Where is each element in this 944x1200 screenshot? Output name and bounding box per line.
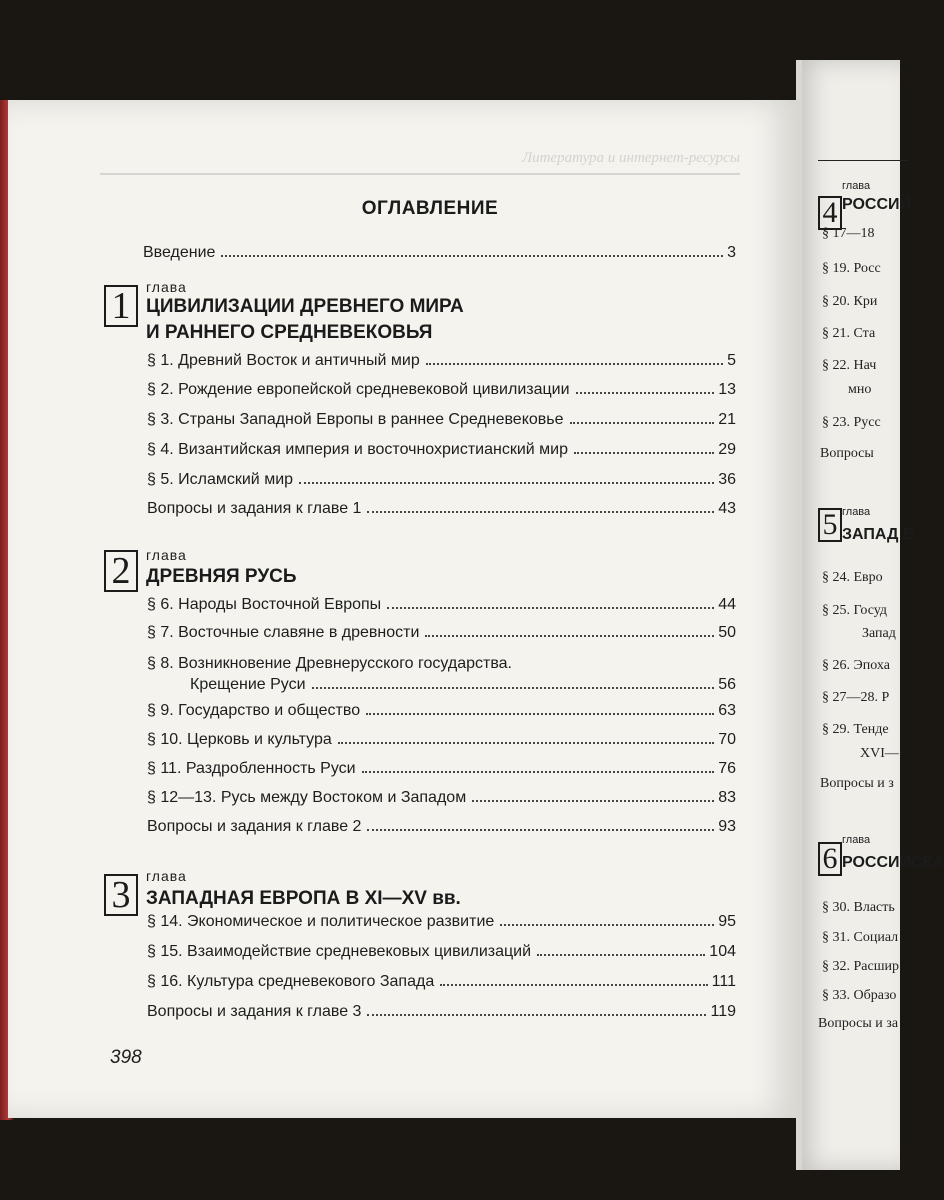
entry-label: Вопросы и задания к главе 3	[147, 1003, 362, 1020]
toc-entry[interactable]	[147, 973, 736, 995]
toc-entry[interactable]	[147, 760, 736, 782]
toc-entry-continuation[interactable]	[190, 676, 736, 698]
leader-dots	[299, 482, 714, 484]
chapter-title-line-2: И РАННЕГО СРЕДНЕВЕКОВЬЯ	[146, 322, 433, 343]
toc-entry[interactable]	[147, 500, 736, 522]
entry-label: § 11. Раздробленность Руси	[147, 760, 356, 777]
chapter-title-line-1: ЗАПАДНАЯ ЕВРОПА В XI—XV вв.	[146, 888, 461, 909]
toc-entry[interactable]: § 33. Образо	[822, 988, 897, 1003]
entry-page: 43	[718, 500, 736, 517]
entry-page: 119	[710, 1003, 736, 1020]
toc-entry-continuation[interactable]: мно	[848, 382, 872, 397]
toc-entry[interactable]: § 30. Власть	[822, 900, 895, 915]
leader-dots	[312, 687, 715, 689]
chapter-number-box: 5	[818, 508, 842, 542]
entry-page: 3	[727, 244, 736, 261]
chapter-word: глава	[146, 279, 187, 295]
leader-dots	[500, 924, 714, 926]
leader-dots	[367, 511, 714, 513]
entry-label: § 1. Древний Восток и античный мир	[147, 352, 420, 369]
toc-entry[interactable]	[147, 943, 736, 965]
entry-label: § 6. Народы Восточной Европы	[147, 596, 382, 613]
entry-page: 29	[718, 441, 736, 458]
toc-entry-label-line[interactable]: § 8. Возникновение Древнерусского государства.	[147, 655, 512, 672]
entry-page: 70	[718, 731, 736, 748]
chapter-word: глава	[842, 506, 871, 518]
chapter-title-line-1: ДРЕВНЯЯ РУСЬ	[146, 566, 297, 587]
toc-title: ОГЛАВЛЕНИЕ	[361, 198, 499, 219]
toc-entry-continuation[interactable]: XVI—	[860, 746, 899, 761]
rule-line	[818, 160, 908, 161]
entry-page: 111	[711, 973, 736, 990]
entry-page: 5	[727, 352, 736, 369]
entry-label: § 16. Культура средневекового Запада	[147, 973, 435, 990]
entry-label: Вопросы и задания к главе 2	[147, 818, 362, 835]
toc-entry[interactable]: § 29. Тенде	[822, 722, 889, 737]
chapter-title: РОССИЙ	[842, 196, 912, 213]
toc-entry[interactable]	[147, 471, 736, 493]
leader-dots	[426, 363, 723, 365]
entry-page: 83	[718, 789, 736, 806]
toc-entry[interactable]	[147, 913, 736, 935]
entry-page: 95	[718, 913, 736, 930]
page-number: 398	[110, 1047, 142, 1068]
leader-dots	[221, 255, 723, 257]
entry-page: 21	[718, 411, 736, 428]
leader-dots	[537, 954, 705, 956]
entry-label: § 10. Церковь и культура	[147, 731, 332, 748]
entry-label: § 3. Страны Западной Европы в раннее Средневековье	[147, 411, 564, 428]
entry-page: 76	[718, 760, 736, 777]
toc-entry[interactable]: § 20. Кри	[822, 294, 878, 309]
entry-page: 36	[718, 471, 736, 488]
entry-label: § 9. Государство и общество	[147, 702, 361, 719]
leader-dots	[425, 635, 714, 637]
entry-label: § 4. Византийская империя и восточнохристианский мир	[147, 441, 568, 458]
toc-entry[interactable]: § 19. Росс	[822, 261, 881, 276]
chapter-number-box: 6	[818, 842, 842, 876]
chapter-number-box: 2	[104, 550, 138, 592]
toc-entry[interactable]: § 24. Евро	[822, 570, 883, 585]
leader-dots	[440, 984, 707, 986]
running-head: Литература и интернет-ресурсы	[100, 150, 740, 175]
entry-page: 93	[718, 818, 736, 835]
entry-label: § 5. Исламский мир	[147, 471, 294, 488]
chapter-title: РОССИЙСКА	[842, 854, 944, 871]
toc-entry-intro[interactable]	[143, 244, 736, 266]
toc-entry[interactable]	[147, 381, 736, 403]
toc-entry[interactable]: Вопросы	[820, 446, 874, 461]
leader-dots	[570, 422, 715, 424]
toc-entry[interactable]	[147, 596, 736, 618]
leader-dots	[338, 742, 714, 744]
toc-entry[interactable]	[147, 818, 736, 840]
entry-label: § 7. Восточные славяне в древности	[147, 624, 420, 641]
toc-entry[interactable]: Вопросы и за	[818, 1016, 899, 1031]
toc-entry[interactable]: § 26. Эпоха	[822, 658, 890, 673]
toc-entry[interactable]	[147, 352, 736, 374]
leader-dots	[576, 392, 715, 394]
entry-page: 63	[718, 702, 736, 719]
toc-entry[interactable]: § 27—28. Р	[822, 690, 890, 705]
toc-entry[interactable]	[147, 731, 736, 753]
entry-label: Введение	[143, 244, 216, 261]
toc-entry[interactable]	[147, 624, 736, 646]
leader-dots	[574, 452, 714, 454]
toc-entry[interactable]: § 25. Госуд	[822, 603, 887, 618]
entry-page: 104	[709, 943, 736, 960]
toc-entry[interactable]: § 23. Русс	[822, 415, 881, 430]
entry-label: § 2. Рождение европейской средневековой цивилизации	[147, 381, 570, 398]
toc-entry-continuation[interactable]: Запад	[862, 626, 896, 641]
chapter-word: глава	[842, 834, 871, 846]
leader-dots	[367, 829, 714, 831]
entry-label: § 15. Взаимодействие средневековых цивилизаций	[147, 943, 532, 960]
chapter-title-line-1: ЦИВИЛИЗАЦИИ ДРЕВНЕГО МИРА	[146, 296, 464, 317]
entry-page: 44	[718, 596, 736, 613]
toc-entry[interactable]: § 31. Социал	[822, 930, 899, 945]
right-page	[796, 60, 944, 1170]
toc-entry[interactable]	[147, 411, 736, 433]
leader-dots	[366, 713, 714, 715]
entry-label: § 12—13. Русь между Востоком и Западом	[147, 789, 467, 806]
toc-entry[interactable]: § 21. Ста	[822, 326, 876, 341]
leader-dots	[367, 1014, 706, 1016]
entry-label: Вопросы и задания к главе 1	[147, 500, 362, 517]
chapter-number-box: 3	[104, 874, 138, 916]
toc-entry[interactable]: § 22. Нач	[822, 358, 877, 373]
leader-dots	[472, 800, 714, 802]
chapter-title: ЗАПАД В	[842, 526, 915, 543]
toc-entry[interactable]	[147, 789, 736, 811]
leader-dots	[387, 607, 714, 609]
toc-entry[interactable]: § 17—18	[822, 226, 875, 241]
entry-label: Крещение Руси	[190, 676, 306, 693]
chapter-word: глава	[146, 868, 187, 884]
toc-entry[interactable]	[147, 702, 736, 724]
chapter-word: глава	[146, 547, 187, 563]
entry-page: 50	[718, 624, 736, 641]
toc-entry[interactable]	[147, 1003, 736, 1025]
chapter-number-box: 4	[818, 196, 842, 230]
entry-page: 13	[718, 381, 736, 398]
toc-entry[interactable]: § 32. Расшир	[822, 959, 899, 974]
toc-entry[interactable]: Вопросы и з	[820, 776, 894, 791]
leader-dots	[362, 771, 715, 773]
entry-label: § 14. Экономическое и политическое развитие	[147, 913, 495, 930]
chapter-number-box: 1	[104, 285, 138, 327]
chapter-word: глава	[842, 180, 871, 192]
toc-entry[interactable]	[147, 441, 736, 463]
entry-page: 56	[718, 676, 736, 693]
